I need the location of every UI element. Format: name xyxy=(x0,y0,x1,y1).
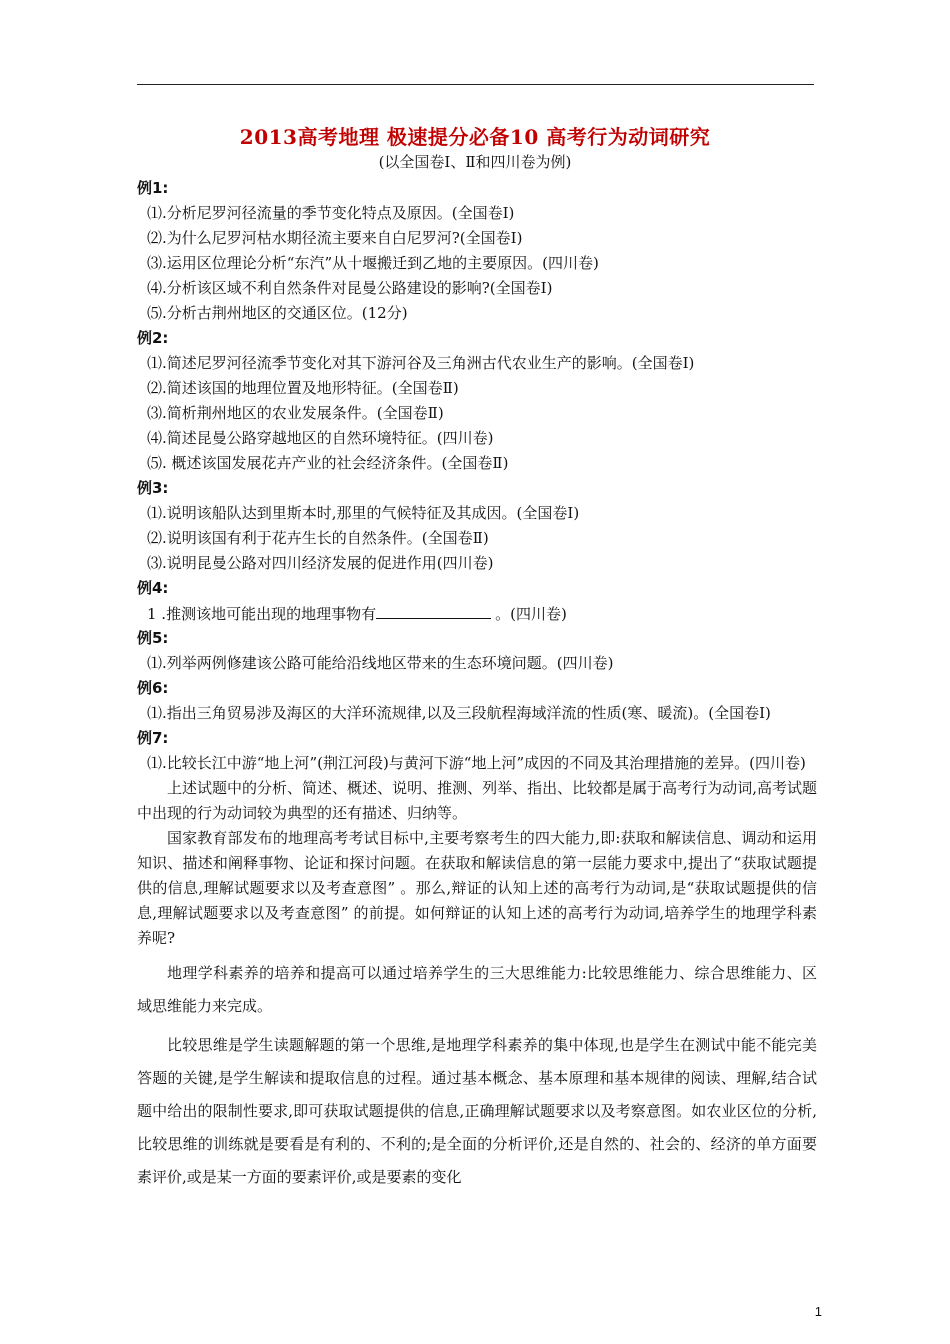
question-item: ⑴.说明该船队达到里斯本时,那里的气候特征及其成因。(全国卷Ⅰ) xyxy=(147,504,580,522)
question-item-fill-blank xyxy=(137,601,817,626)
question-item: ⑴.指出三角贸易涉及海区的大洋环流规律,以及三段航程海域洋流的性质(寒、暖流)。(全国卷Ⅰ) xyxy=(147,704,771,722)
body-paragraph: 比较思维是学生读题解题的第一个思维,是地理学科素养的集中体现,也是学生在测试中能不能完美答题的关键,是学生解读和提取信息的过程。通过基本概念、基本原理和基本规律的阅读、理解,结合试题中给出的限制性要求,即可获取试题提供的信息,正确理解试题要求以及考察意图。如农业区位的分析,比较思维的训练就是要看是有利的、不利的;是全面的分析评价,还是自然的、社会的、经济的单方面要素评价,或是某一方面的要素评价,或是要素的变化 xyxy=(137,1036,817,1186)
body-paragraph: 地理学科素养的培养和提高可以通过培养学生的三大思维能力:比较思维能力、综合思维能力、区域思维能力来完成。 xyxy=(137,964,817,1015)
document-subtitle: (以全国卷Ⅰ、Ⅱ和四川卷为例) xyxy=(378,153,572,171)
example-heading: 例7: xyxy=(137,729,169,747)
example-heading: 例4: xyxy=(137,579,169,597)
question-item: ⑸.分析古荆州地区的交通区位。(12分) xyxy=(147,304,408,322)
example-heading: 例3: xyxy=(137,479,169,497)
question-item: ⑵.为什么尼罗河枯水期径流主要来自白尼罗河?(全国卷Ⅰ) xyxy=(147,229,523,247)
example-heading: 例2: xyxy=(137,329,169,347)
question-item: ⑵.简述该国的地理位置及地形特征。(全国卷Ⅱ) xyxy=(147,379,459,397)
question-item: ⑴.分析尼罗河径流量的季节变化特点及原因。(全国卷Ⅰ) xyxy=(147,204,515,222)
question-item: ⑸. 概述该国发展花卉产业的社会经济条件。(全国卷Ⅱ) xyxy=(147,454,509,472)
example-heading: 例5: xyxy=(137,629,169,647)
document-body xyxy=(137,176,817,1194)
page-number: 1 xyxy=(814,1304,822,1319)
question-item: ⑴.比较长江中游“地上河”(荆江河段)与黄河下游“地上河”成因的不同及其治理措施的差异。(四川卷) xyxy=(147,754,806,772)
document-title: 2013高考地理 极速提分必备10 高考行为动词研究 xyxy=(239,125,711,149)
question-item: ⑶.运用区位理论分析“东汽”从十堰搬迁到乙地的主要原因。(四川卷) xyxy=(147,254,599,272)
question-item: ⑷.分析该区域不利自然条件对昆曼公路建设的影响?(全国卷Ⅰ) xyxy=(147,279,553,297)
question-text: 1 .推测该地可能出现的地理事物有 xyxy=(147,605,377,623)
question-item: ⑷.简述昆曼公路穿越地区的自然环境特征。(四川卷) xyxy=(147,429,494,447)
example-heading: 例1: xyxy=(137,179,169,197)
question-source: 。(四川卷) xyxy=(495,605,567,623)
body-paragraph: 上述试题中的分析、简述、概述、说明、推测、列举、指出、比较都是属于高考行为动词,高考试题中出现的行为动词较为典型的还有描述、归纳等。 xyxy=(137,779,817,822)
question-item: ⑴.简述尼罗河径流季节变化对其下游河谷及三角洲古代农业生产的影响。(全国卷Ⅰ) xyxy=(147,354,695,372)
header-rule xyxy=(137,84,814,85)
question-item: ⑴.列举两例修建该公路可能给沿线地区带来的生态环境问题。(四川卷) xyxy=(147,654,614,672)
answer-blank xyxy=(376,601,491,619)
body-paragraph: 国家教育部发布的地理高考考试目标中,主要考察考生的四大能力,即:获取和解读信息、调动和运用知识、描述和阐释事物、论证和探讨问题。在获取和解读信息的第一层能力要求中,提出了“获取试题提供的信息,理解试题要求以及考查意图” 。那么,辩证的认知上述的高考行为动词,是“获取试题提供的信息,理解试题要求以及考查意图” 的前提。如何辩证的认知上述的高考行为动词,培养学生的地理学科素养呢? xyxy=(137,829,817,947)
question-item: ⑶.说明昆曼公路对四川经济发展的促进作用(四川卷) xyxy=(147,554,494,572)
question-item: ⑶.简析荆州地区的农业发展条件。(全国卷Ⅱ) xyxy=(147,404,444,422)
example-heading: 例6: xyxy=(137,679,169,697)
question-item: ⑵.说明该国有利于花卉生长的自然条件。(全国卷Ⅱ) xyxy=(147,529,489,547)
